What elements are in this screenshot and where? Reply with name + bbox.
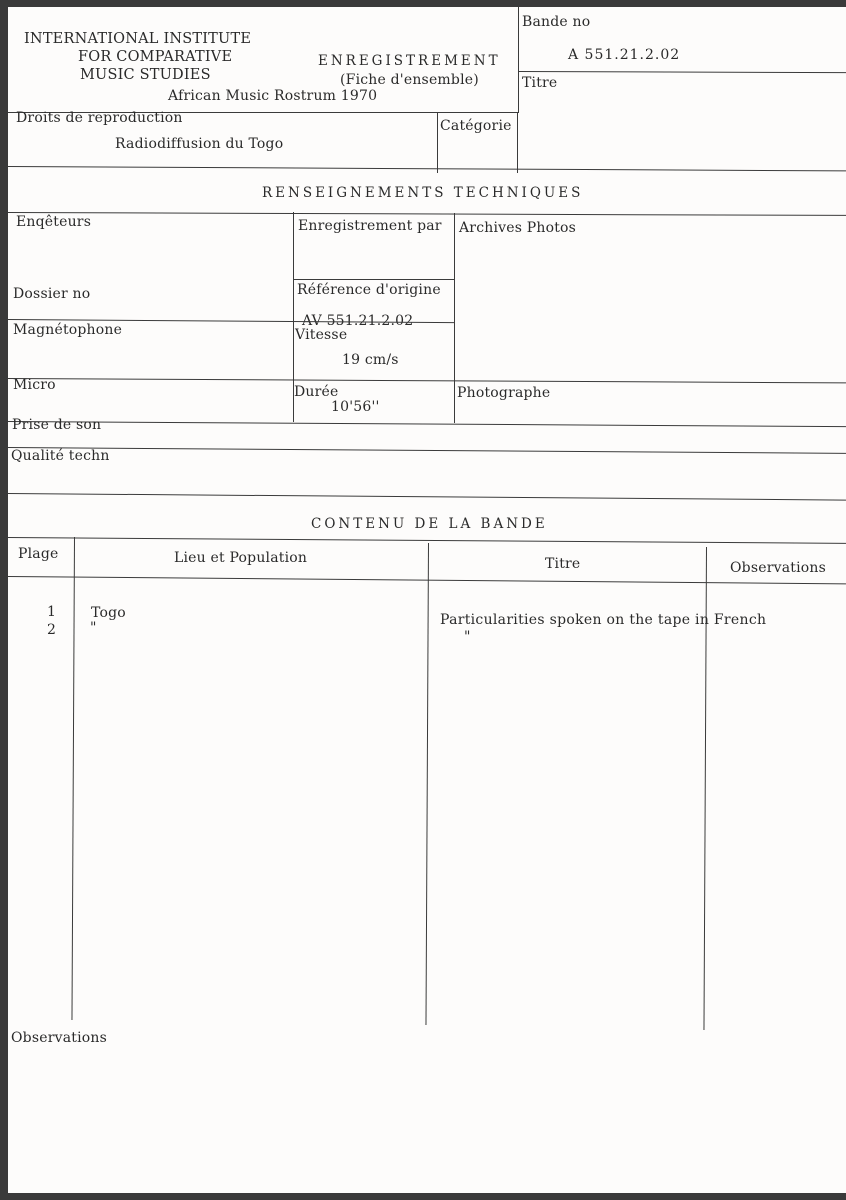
bande-no-label: Bande no [522, 14, 591, 30]
categorie-divider-left [437, 113, 438, 173]
reference-top-rule [293, 279, 454, 280]
row-1-lieu: Togo [91, 605, 126, 621]
categorie-divider-right [517, 113, 518, 173]
form-title: ENREGISTREMENT [318, 53, 501, 69]
bande-no-value: A 551.21.2.02 [568, 47, 681, 63]
titre-label: Titre [522, 75, 558, 91]
duree-value: 10'56'' [331, 399, 380, 415]
prise-top-rule [8, 421, 846, 427]
prise-label: Prise de son [12, 417, 102, 433]
bande-titre-divider [518, 71, 846, 73]
micro-top-rule [8, 378, 846, 383]
micro-label: Micro [13, 377, 56, 393]
qualite-label: Qualité techn [11, 448, 110, 464]
institute-name-line1: INTERNATIONAL INSTITUTE [24, 31, 252, 47]
technical-col-divider-2 [454, 213, 455, 423]
technical-bottom-rule [8, 493, 846, 501]
categorie-label: Catégorie [440, 118, 512, 134]
enregistrement-par-label: Enregistrement par [298, 218, 442, 234]
column-header-observations: Observations [730, 560, 826, 576]
dossier-label: Dossier no [13, 286, 91, 302]
column-header-lieu: Lieu et Population [174, 550, 308, 566]
row-2-plage: 2 [47, 622, 57, 638]
form-sheet [8, 7, 846, 1193]
observations-label: Observations [11, 1030, 107, 1046]
header-divider [518, 7, 519, 113]
row-2-titre: " [464, 629, 471, 645]
magnetophone-label: Magnétophone [13, 322, 123, 338]
technical-section-title: RENSEIGNEMENTS TECHNIQUES [262, 185, 584, 201]
technical-top-rule [8, 166, 846, 171]
institute-name-line3: MUSIC STUDIES [80, 67, 211, 83]
photographe-label: Photographe [457, 385, 551, 401]
contents-section-title: CONTENU DE LA BANDE [311, 516, 548, 532]
droits-value: Radiodiffusion du Togo [115, 136, 284, 152]
reference-label: Référence d'origine [297, 282, 441, 298]
technical-grid-top [8, 212, 846, 216]
contents-col-divider-1 [71, 537, 75, 1020]
vitesse-value: 19 cm/s [342, 352, 399, 368]
collection-name: African Music Rostrum 1970 [168, 88, 378, 104]
duree-label: Durée [294, 384, 339, 400]
reference-value: AV 551.21.2.02 [302, 313, 414, 329]
droits-label: Droits de reproduction [16, 110, 183, 126]
row-1-plage: 1 [47, 604, 57, 620]
enqueteurs-label: Enqêteurs [16, 214, 92, 230]
row-2-lieu: " [90, 620, 97, 636]
form-subtitle: (Fiche d'ensemble) [340, 72, 479, 88]
institute-name-line2: FOR COMPARATIVE [78, 49, 233, 65]
column-header-titre: Titre [545, 556, 581, 572]
contents-table-top [8, 537, 846, 544]
contents-col-divider-2 [425, 543, 429, 1025]
vitesse-label: Vitesse [295, 327, 348, 343]
qualite-top-rule [8, 447, 846, 454]
row-1-titre: Particularities spoken on the tape in French [440, 612, 767, 628]
archives-photos-label: Archives Photos [459, 220, 577, 236]
column-header-plage: Plage [18, 546, 59, 562]
